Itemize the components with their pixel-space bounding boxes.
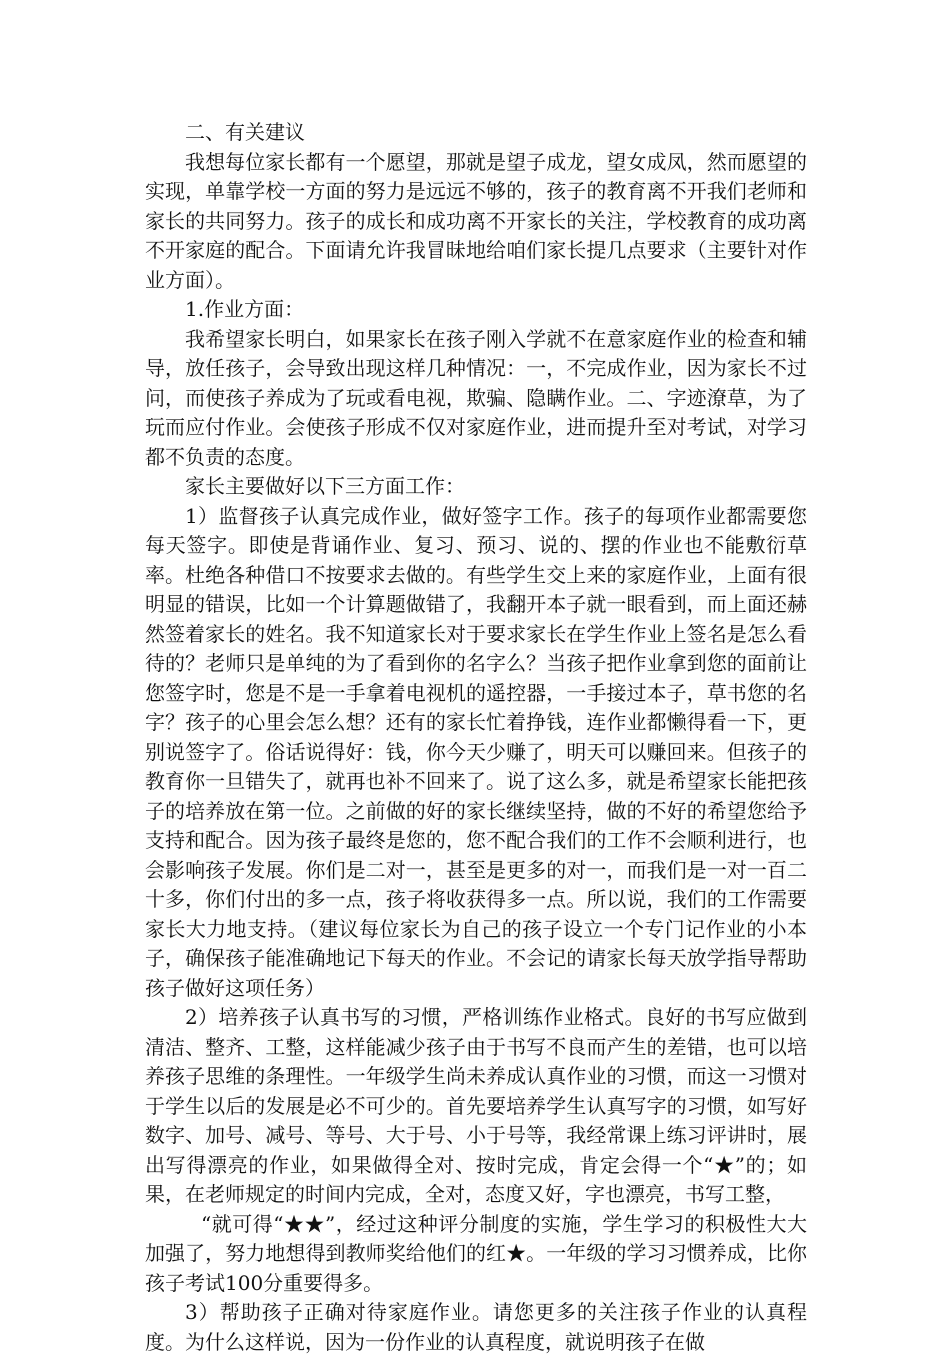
section-heading: 二、有关建议: [185, 120, 305, 144]
document-body: [145, 118, 807, 1357]
paragraph-star-reward: “就可得“★★”，经过这种评分制度的实施，学生学习的积极性大大加强了，努力地想得到教师奖给他们的红★。一年级的学习习惯养成，比你孩子考试100分重要得多。: [145, 1211, 807, 1295]
paragraph-three-tasks: 家长主要做好以下三方面工作：: [185, 474, 465, 498]
paragraph-task-2: 2）培养孩子认真书写的习惯，严格训练作业格式。良好的书写应做到清洁、整齐、工整，这样能减少孩子由于书写不良而产生的差错，也可以培养孩子思维的条理性。一年级学生尚未养成认真作业的习惯，而这一习惯对于学生以后的发展是必不可少的。首先要培养学生认真写字的习惯，如写好数字、加号、减号、等号、大于号、小于号等，我经常课上练习评讲时，展出写得漂亮的作业，如果做得全对、按时完成，肯定会得一个“★”的；如果，在老师规定的时间内完成，全对，态度又好，字也漂亮，书写工整，: [145, 1005, 807, 1206]
paragraph-homework-situations: 我希望家长明白，如果家长在孩子刚入学就不在意家庭作业的检查和辅导，放任孩子，会导致出现这样几种情况：一，不完成作业，因为家长不过问，而使孩子养成为了玩或看电视，欺骗、隐瞒作业。二、字迹潦草，为了玩而应付作业。会使孩子形成不仅对家庭作业，进而提升至对考试，对学习都不负责的态度。: [145, 326, 807, 469]
paragraph-intro: 我想每位家长都有一个愿望，那就是望子成龙，望女成凤，然而愿望的实现，单靠学校一方面的努力是远远不够的，孩子的教育离不开我们老师和家长的共同努力。孩子的成长和成功离不开家长的关注，学校教育的成功离不开家庭的配合。下面请允许我冒昧地给咱们家长提几点要求（主要针对作业方面）。: [145, 149, 807, 292]
paragraph-task-1: 1）监督孩子认真完成作业，做好签字工作。孩子的每项作业都需要您每天签字。即使是背诵作业、复习、预习、说的、摆的作业也不能敷衍草率。杜绝各种借口不按要求去做的。有些学生交上来的家庭作业，上面有很明显的错误，比如一个计算题做错了，我翻开本子就一眼看到，而上面还赫然签着家长的姓名。我不知道家长对于要求家长在学生作业上签名是怎么看待的？老师只是单纯的为了看到你的名字么？当孩子把作业拿到您的面前让您签字时，您是不是一手拿着电视机的遥控器，一手接过本子，草书您的名字？孩子的心里会怎么想？还有的家长忙着挣钱，连作业都懒得看一下，更别说签字了。俗话说得好：钱，你今天少赚了，明天可以赚回来。但孩子的教育你一旦错失了，就再也补不回来了。说了这么多，就是希望家长能把孩子的培养放在第一位。之前做的好的家长继续坚持，做的不好的希望您给予支持和配合。因为孩子最终是您的，您不配合我们的工作不会顺利进行，也会影响孩子发展。你们是二对一，甚至是更多的对一，而我们是一对一百二十多，你们付出的多一点，孩子将收获得多一点。所以说，我们的工作需要家长大力地支持。（建议每位家长为自己的孩子设立一个专门记作业的小本子，确保孩子能准确地记下每天的作业。不会记的请家长每天放学指导帮助孩子做好这项任务）: [145, 503, 807, 1000]
subheading-homework: 1.作业方面：: [185, 297, 305, 321]
paragraph-task-3: 3）帮助孩子正确对待家庭作业。请您更多的关注孩子作业的认真程度。为什么这样说，因为一份作业的认真程度，就说明孩子在做: [145, 1300, 807, 1354]
